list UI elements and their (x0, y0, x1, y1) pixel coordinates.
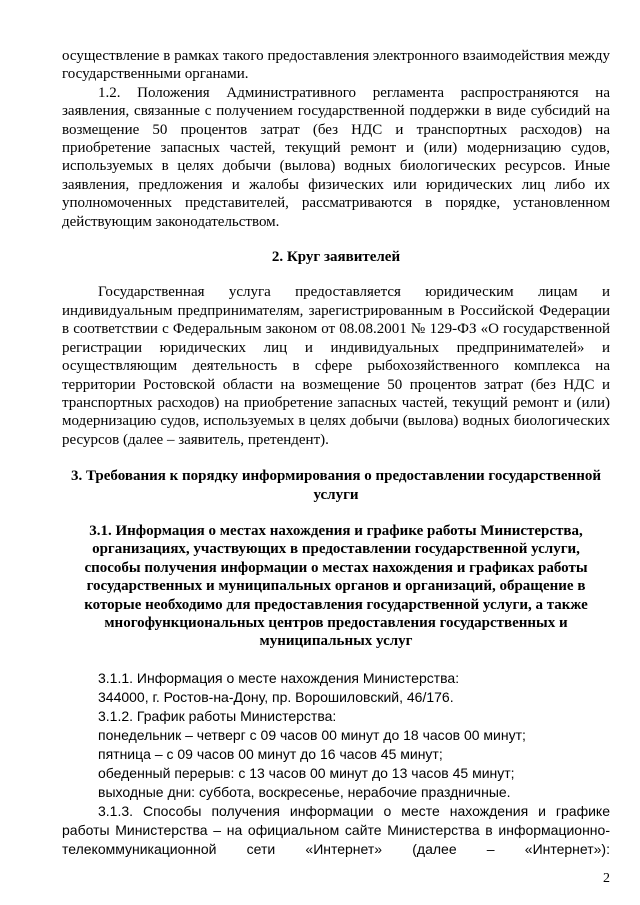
item-3-1-3: 3.1.3. Способы получения информации о месте нахождения и графике работы Министерства – на официальном сайте Министерства в информационно-телекоммуникационной сети «Интернет» (далее – «Интернет»): (62, 802, 610, 857)
document-page (62, 47, 610, 859)
item-3-1-2: 3.1.2. График работы Министерства: (98, 707, 337, 724)
schedule-fri: пятница – с 09 часов 00 минут до 16 часов 45 минут; (98, 745, 443, 762)
schedule-lunch: обеденный перерыв: с 13 часов 00 минут до 13 часов 45 минут; (98, 764, 515, 781)
paragraph-2: Государственная услуга предоставляется юридическим лицам и индивидуальным предпринимателям, зарегистрированным в Российской Федерации в соответствии с Федеральным законом от 08.08.2001 № 129-ФЗ «О государственной регистрации юридических лиц и индивидуальных предпринимателей» и осуществляющим деятельность в сфере рыбохозяйственного комплекса на территории Ростовской области на возмещение 50 процентов затрат (без НДС и транспортных расходов) на приобретение запасных частей, текущий ремонт и (или) модернизацию судов, используемых в целях добычи (вылова) водных биологических ресурсов (далее – заявитель, претендент). (62, 284, 610, 448)
paragraph-1-2: 1.2. Положения Административного регламента распространяются на заявления, связанные с получением государственной поддержки в виде субсидий на возмещение 50 процентов затрат (без НДС и транспортных расходов) на приобретение запасных частей, текущий ремонт и (или) модернизацию судов, используемых в целях добычи (вылова) водных биологических ресурсов. Иные заявления, предложения и жалобы физических или юридических лиц либо их уполномоченных представителей, рассматриваются в порядке, установленном действующим законодательством. (62, 84, 610, 230)
page-number: 2 (603, 871, 610, 886)
schedule-weekend: выходные дни: суббота, воскресенье, нерабочие праздничные. (98, 783, 511, 800)
item-3-1-1: 3.1.1. Информация о месте нахождения Министерства: (98, 669, 460, 686)
paragraph-continuation: осуществление в рамках такого предоставления электронного взаимодействия между государственными органами. (62, 48, 610, 83)
section-heading-3: 3. Требования к порядку информирования о предоставлении государственной услуги (71, 468, 601, 503)
subsection-heading-3-1: 3.1. Информация о местах нахождения и графике работы Министерства, организациях, участвующих в предоставлении государственной услуги, способы получения информации о местах нахождения и графиках работы государственных и муниципальных органов и организаций, обращение в которые необходимо для предоставления государственной услуги, а также многофункциональных центров предоставления государственных и муниципальных услуг (84, 522, 588, 650)
ministry-address: 344000, г. Ростов-на-Дону, пр. Ворошиловский, 46/176. (98, 688, 454, 705)
schedule-mon-thu: понедельник – четверг с 09 часов 00 минут до 18 часов 00 минут; (98, 726, 526, 743)
section-heading-2: 2. Круг заявителей (271, 249, 401, 266)
